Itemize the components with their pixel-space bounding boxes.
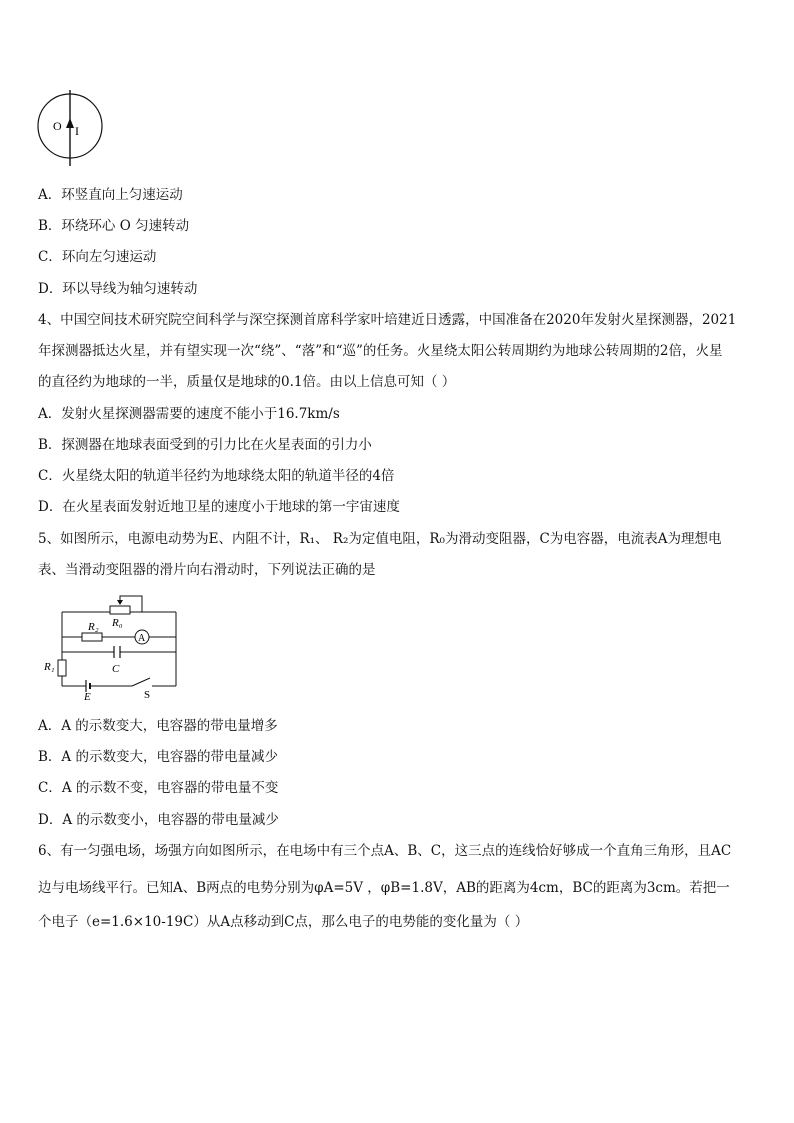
switch-lever	[132, 678, 150, 686]
q3-option-d[interactable]: D．环以导线为轴匀速转动	[38, 281, 198, 297]
current-label: I	[75, 124, 79, 138]
r0-label: R₀	[112, 617, 123, 629]
q6-stem-line2: 边与电场线平行。已知A、B两点的电势分别为φA=5V ，φB=1.8V，AB的距离为4cm，BC的距离为3cm。若把一	[38, 880, 730, 896]
cap-label: C	[112, 663, 120, 675]
emf-label: E	[84, 691, 91, 700]
q5-option-c[interactable]: C．A 的示数不变，电容器的带电量不变	[38, 780, 279, 796]
q6-stem-line3: 个电子（e=1.6×10-19C）从A点移动到C点，那么电子的电势能的变化量为（ ）	[38, 914, 529, 930]
q4-option-a[interactable]: A．发射火星探测器需要的速度不能小于16.7km/s	[38, 406, 340, 422]
q5-option-a[interactable]: A．A 的示数变大，电容器的带电量增多	[38, 718, 278, 734]
q4-option-b[interactable]: B．探测器在地球表面受到的引力比在火星表面的引力小	[38, 437, 372, 453]
r2-label: R₂	[88, 621, 99, 633]
q3-option-c[interactable]: C．环向左匀速运动	[38, 249, 157, 265]
circuit-figure	[40, 590, 190, 700]
q6-stem-line1: 6、有一匀强电场，场强方向如图所示，在电场中有三个点A、B、C，这三点的连线恰好够成一个直角三角形，且AC	[38, 843, 732, 859]
rheostat-r0	[110, 606, 130, 614]
q5-stem-line2: 表、当滑动变阻器的滑片向右滑动时，下列说法正确的是	[38, 562, 376, 578]
q5-option-b[interactable]: B．A 的示数变大，电容器的带电量减少	[38, 749, 278, 765]
q3-option-b[interactable]: B．环绕环心 O 匀速转动	[38, 218, 190, 234]
q4-stem-line3: 的直径约为地球的一半，质量仅是地球的0.1倍。由以上信息可知（ ）	[38, 374, 456, 390]
ring-wire-figure	[34, 90, 114, 170]
q5-option-d[interactable]: D．A 的示数变小，电容器的带电量减少	[38, 812, 279, 828]
ring-center-label: O	[53, 119, 62, 133]
q4-stem-line1: 4、中国空间技术研究院空间科学与深空探测首席科学家叶培建近日透露，中国准备在2020年发射火星探测器，2021	[38, 312, 737, 328]
resistor-r2	[82, 633, 102, 641]
ammeter-label: A	[138, 633, 146, 644]
q5-stem-line1: 5、如图所示，电源电动势为E、内阻不计，R₁、 R₂为定值电阻，R₀为滑动变阻器，C为电容器，电流表A为理想电	[38, 531, 722, 547]
switch-label: S	[144, 689, 151, 700]
q4-stem-line2: 年探测器抵达火星，并有望实现一次“绕”、“落”和“巡”的任务。火星绕太阳公转周期约为地球公转周期的2倍，火星	[38, 343, 723, 359]
q4-option-d[interactable]: D．在火星表面发射近地卫星的速度小于地球的第一宇宙速度	[38, 499, 400, 515]
q3-option-a[interactable]: A．环竖直向上匀速运动	[38, 187, 183, 203]
resistor-r1	[58, 660, 66, 676]
r1-label: R₁	[44, 661, 55, 673]
q4-option-c[interactable]: C．火星绕太阳的轨道半径约为地球绕太阳的轨道半径的4倍	[38, 468, 395, 484]
